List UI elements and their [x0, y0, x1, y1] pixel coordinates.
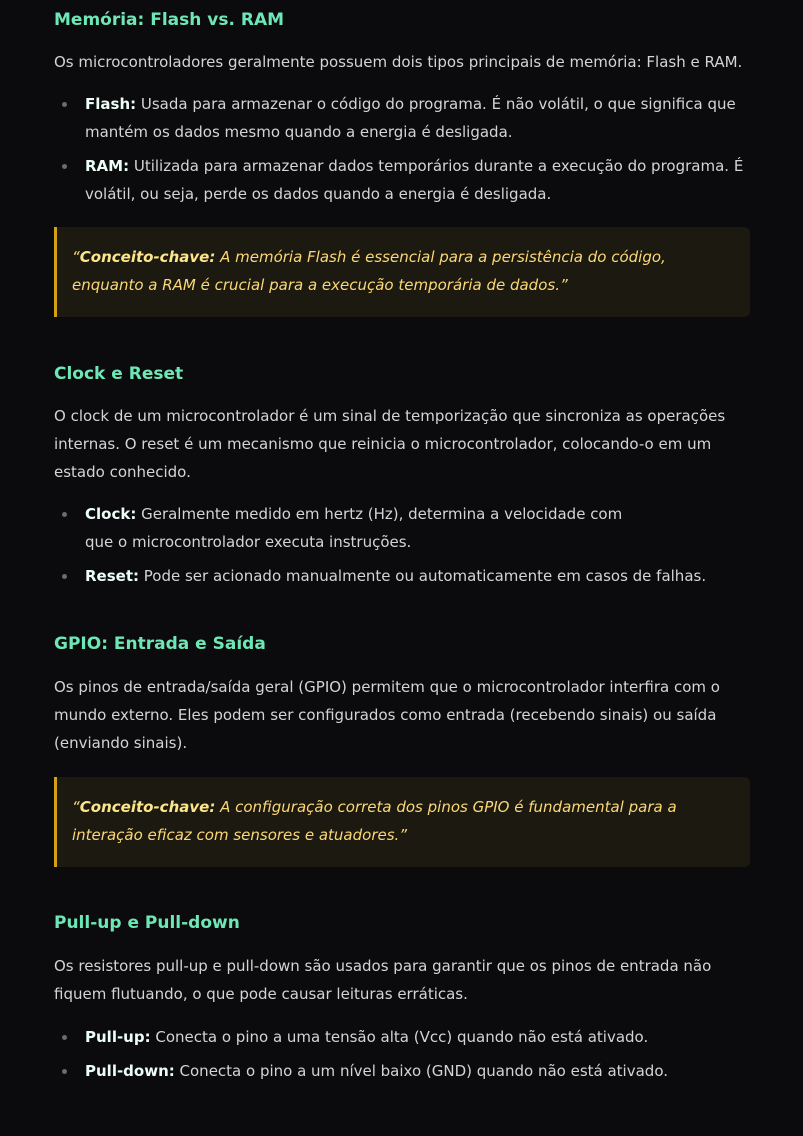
list-item-text: Pode ser acionado manualmente ou automaticamente em casos de falhas.: [139, 567, 707, 585]
section-paragraph-gpio: Os pinos de entrada/saída geral (GPIO) permitem que o microcontrolador interfira com o mundo externo. Eles podem ser configurados como entrada (recebendo sinais) ou saída (enviando sinais).: [54, 678, 720, 752]
list-item: [54, 90, 750, 146]
key-concept-callout: [54, 227, 750, 317]
section-heading-memoria: Memória: Flash vs. RAM: [54, 10, 285, 30]
list-item-term: Reset:: [85, 567, 139, 585]
list-item-text: Geralmente medido em hertz (Hz), determina a velocidade com que o microcontrolador executa instruções.: [85, 505, 623, 551]
list-item: [54, 562, 750, 590]
section-paragraph-memoria: Os microcontroladores geralmente possuem dois tipos principais de memória: Flash e RAM.: [54, 53, 743, 71]
section-heading-gpio: GPIO: Entrada e Saída: [54, 634, 266, 654]
callout-label: Conceito-chave:: [79, 798, 216, 816]
bullet-list-memoria: [54, 90, 750, 208]
callout-text: A configuração correta dos pinos GPIO é fundamental para a interação eficaz com sensores e atuadores.”: [72, 798, 677, 844]
bullet-list-pull-up-down: [54, 1023, 750, 1085]
list-item: [54, 1057, 750, 1085]
section-paragraph-pull-up-down: Os resistores pull-up e pull-down são usados para garantir que os pinos de entrada não fiquem flutuando, o que pode causar leituras erráticas.: [54, 957, 712, 1003]
key-concept-callout: [54, 777, 750, 867]
list-item: [54, 152, 750, 208]
callout-open-quote: “: [72, 248, 80, 266]
list-item-term: Pull-up:: [85, 1028, 151, 1046]
list-item-term: Clock:: [85, 505, 137, 523]
list-item: [54, 500, 750, 556]
callout-text: A memória Flash é essencial para a persistência do código, enquanto a RAM é crucial para a execução temporária de dados.”: [72, 248, 666, 294]
section-heading-clock-reset: Clock e Reset: [54, 364, 184, 384]
list-item-text: Conecta o pino a uma tensão alta (Vcc) quando não está ativado.: [150, 1028, 649, 1046]
list-item-term: Pull-down:: [85, 1062, 175, 1080]
section-paragraph-clock-reset: O clock de um microcontrolador é um sinal de temporização que sincroniza as operações internas. O reset é um mecanismo que reinicia o microcontrolador, colocando-o em um estado conhecido.: [54, 407, 726, 481]
list-item-text: Usada para armazenar o código do programa. É não volátil, o que significa que mantém os dados mesmo quando a energia é desligada.: [85, 95, 736, 141]
list-item-text: Utilizada para armazenar dados temporários durante a execução do programa. É volátil, ou seja, perde os dados quando a energia é desligada.: [85, 157, 744, 203]
list-item-term: Flash:: [85, 95, 137, 113]
list-item-term: RAM:: [85, 157, 130, 175]
callout-open-quote: “: [72, 798, 80, 816]
list-item-text: Conecta o pino a um nível baixo (GND) quando não está ativado.: [174, 1062, 669, 1080]
callout-label: Conceito-chave:: [79, 248, 216, 266]
bullet-list-clock-reset: [54, 500, 750, 590]
section-heading-pull-up-down: Pull-up e Pull-down: [54, 913, 240, 933]
list-item: [54, 1023, 750, 1051]
